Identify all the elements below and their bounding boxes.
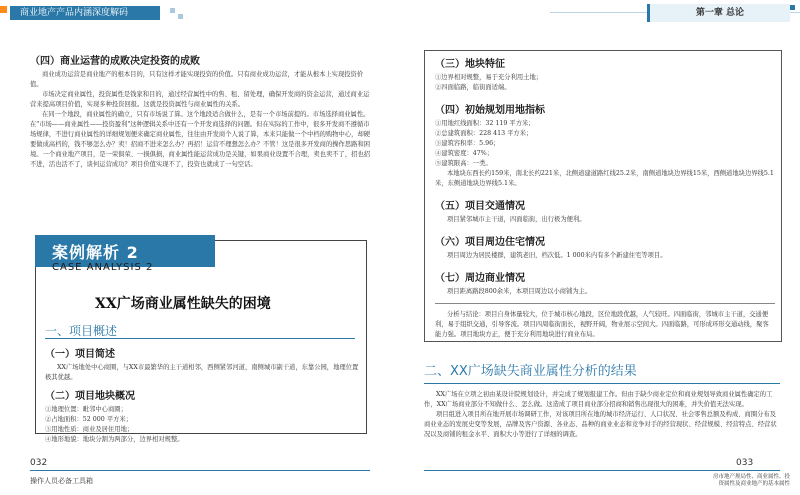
case-title: XX广场商业属性缺失的困境	[95, 296, 271, 312]
footer-right	[665, 474, 790, 488]
residential-heading: （六）项目周边住宅情况	[435, 237, 545, 248]
land-item: ②占地面积：52 000 平方米；	[45, 416, 133, 423]
page-number-left: 032	[30, 458, 48, 468]
paragraph: 市场决定商业属性，投资属性是钱家和目的，通过经营属性中的售、租、留处理，确保开发商的资金运营，通过商业运营来提高项目价值，实现多种投资回报。这就是投资属性与商业属性的关系。	[30, 91, 370, 108]
plan-note: 本地块东西长约159米，南北长约221米，北侧道建道路红线25.2米，南侧道地块边界线15米，西侧道地块边界线5.1米，东侧道地块边界线5.1米。	[435, 170, 774, 187]
plan-item: ③建筑容积率：5.96；	[435, 140, 500, 147]
right-box-content	[435, 55, 775, 340]
footer-line: 资属性及商业地产的基本属性	[718, 481, 790, 487]
paragraph: XX广场在立项之初由某设计院规划设计，并完成了规划报建工作。但由于缺少商业定位和商业规划导致商业属性确定的工作，XX广场商业部分不知做什么、怎么做。这造成了项目商业部分招商和销售出现很大的困难，并失价值无法实现。	[424, 391, 773, 408]
traffic-heading: （五）项目交通情况	[435, 201, 525, 212]
book-title: 商业地产产品内涵深度解码	[20, 8, 129, 18]
section-heading: （四）商业运营的成败决定投资的成败	[30, 56, 200, 67]
header-right	[550, 0, 800, 26]
plan-item: ②总建筑面积：228 413 平方米；	[435, 130, 533, 137]
decor-square	[170, 8, 175, 13]
box-divider	[435, 303, 775, 304]
paragraph: 在同一个地段，商业属性的确立，只有市场说了算。这个地段适合做什么，是有一个市场前提的。市场选择商业属性。在"市场——商业属性——投资盈利"这种逻辑关系中还有一个开发商选择的问题。但在实际的工作中，很多开发商不遵循市场规律，不进行商业属性的详细规划便来确定商业属性，往往由开发商个人说了算，本来只能做一个中档的购物中心，却硬要做成高档的，钱不够怎么办？卖！招商不进来怎么办？再招！运营不理想怎么办？不管！这是很多开发商的操作思路和困境。一个商业地产项目，是一荣俱荣、一损俱损，商业属性能运营成功是关键，如果商业设置不合理，卖也卖不了，招也招不进，活也活不了，谈何运营成功？项目价值实现不了，投资也就成了一句空话。	[30, 111, 371, 168]
analysis-section-heading: 二、XX广场缺失商业属性分析的结果	[424, 364, 637, 379]
overview-heading: 一、项目概述	[45, 324, 118, 338]
right-section	[424, 360, 780, 440]
footer-line: 房市地产规局性、商业属性、投	[712, 474, 790, 480]
plan-item: ⑤建筑限高：一类。	[435, 160, 492, 167]
residential-text: 项目周边为居民楼群，建筑老旧，档次低。1 000米内有多个新建住宅等项目。	[447, 252, 667, 259]
paragraph: 商业成功运营是商业地产的根本目的，只有这样才能实现投资的价值。只有商业成功运营，才能从根本上实现投资价值。	[30, 71, 364, 88]
section-divider	[424, 383, 780, 384]
case-subtitle: CASE ANALYSIS 2	[52, 262, 154, 273]
land-item: ①地理位置：毗邻中心商圈；	[45, 406, 127, 413]
page-number-right: 033	[736, 458, 754, 468]
footer-rule	[30, 470, 370, 471]
chapter-label: 第一章 总论	[647, 4, 790, 22]
footer-left: 操作人员必备工具箱	[30, 477, 93, 485]
commercial-heading: （七）周边商业情况	[435, 273, 525, 284]
section-divider	[45, 338, 355, 339]
land-heading: （二）项目地块概况	[45, 391, 135, 402]
paragraph: 项目组进入项目所在地开展市场调研工作，对该项目所在地的城市经济运行、人口状况、社会零售总额及构成、商圈分布及商业业态的发展史变等发展，品牌及客户资源、各业态、品种的商业业态和竞争对手的经营现状、经营规模、经营特点、经营状况以及商铺的租金水平、面积大小等进行了详细的调查。	[424, 411, 777, 438]
land-item: ④地形地貌：地块分割为两部分，边界相对规整。	[45, 436, 184, 443]
case-content	[45, 322, 360, 445]
analysis-text: 分析与结论：项目自身体量较大，位于城市核心地段，区位地段优越，人气较旺。四面临街，邻城市主干道，交通便利，易于组织交通，引导客流。项目四周临街面长，视野开阔，物业展示空间大。四面临路，可形成环形交通动线，聚客能力强。项目地块方正，便于充分利用地块进行商业布局。	[435, 311, 769, 338]
decor-square	[178, 14, 183, 19]
decor-square	[790, 5, 795, 10]
brief-heading: （一）项目简述	[45, 349, 115, 360]
commercial-text: 项目距离路段800余米，本项目周边以小商铺为主。	[447, 288, 592, 295]
left-page-text	[30, 52, 375, 170]
header-left	[0, 0, 160, 26]
plan-heading: （四）初始规划用地指标	[435, 105, 545, 116]
case-banner-title: 案例解析 2	[52, 243, 139, 262]
feature-item: ①边界相对规整，易于充分利用土地；	[435, 74, 543, 81]
header-accent-square	[0, 6, 7, 13]
plan-item: ①用地红线面积：32 119 平方米；	[435, 120, 535, 127]
traffic-text: 项目紧邻城市主干道，四面临街，出行极为便利。	[447, 216, 586, 223]
plan-item: ④建筑密度：47%；	[435, 150, 494, 157]
feature-heading: （三）地块特征	[435, 59, 505, 70]
footer-rule	[424, 470, 780, 471]
brief-text: XX广场地处中心商圈，与XX市最繁华的主干道相邻，西侧紧邻河道，南侧城市副干道，东靠公园，地理位置极其优越。	[45, 364, 359, 381]
land-item: ③用地性质：商业及居住用地；	[45, 426, 134, 433]
feature-item: ②四面临路，临街面适端。	[435, 84, 511, 91]
